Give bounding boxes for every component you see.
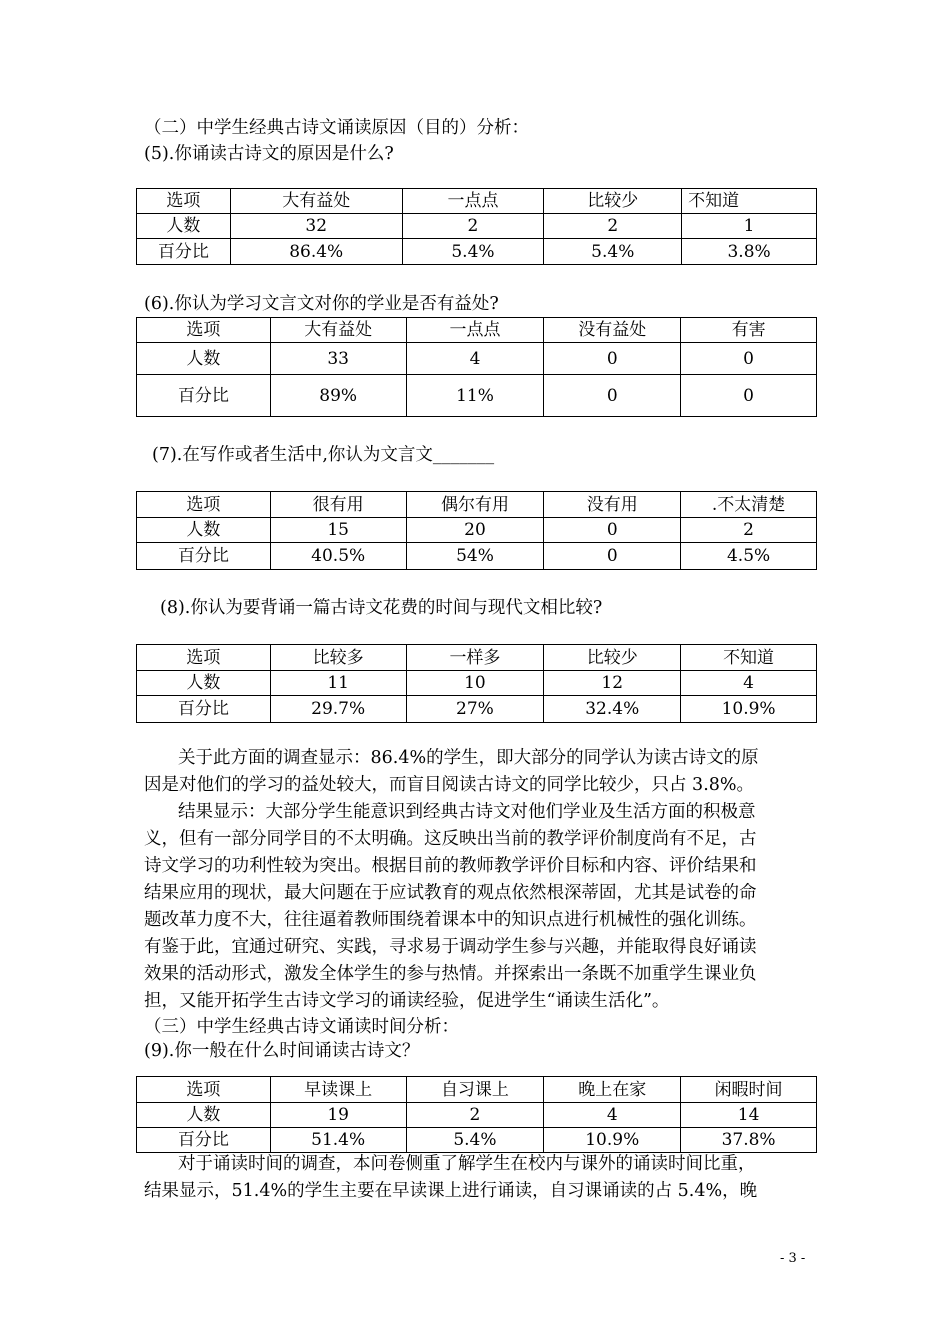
table-cell: 人数 <box>137 671 271 696</box>
paragraph-line: 因是对他们的学习的益处较大，而盲目阅读古诗文的同学比较少，只占 3.8%。 <box>144 775 755 795</box>
table-cell: 2 <box>544 214 682 239</box>
table-cell: 10.9% <box>681 696 817 723</box>
table-cell: 32.4% <box>544 696 681 723</box>
table-cell: 很有用 <box>270 492 406 518</box>
paragraph-line: 效果的活动形式，激发全体学生的参与热情。并探索出一条既不加重学生课业负 <box>144 964 757 984</box>
table-cell: 33 <box>270 343 406 375</box>
table-cell: 11 <box>270 671 406 696</box>
table-cell: 4 <box>681 671 817 696</box>
table-row <box>137 1128 817 1153</box>
table-cell: 比较少 <box>544 645 681 671</box>
table-cell: 5.4% <box>402 239 544 265</box>
table-row <box>137 375 817 417</box>
table-cell: 4 <box>544 1103 681 1128</box>
table-cell: 3.8% <box>682 239 817 265</box>
question-6: (6).你认为学习文言文对你的学业是否有益处? <box>144 294 499 314</box>
q8-table <box>136 644 817 723</box>
table-cell: 12 <box>544 671 681 696</box>
paragraph-line: 结果应用的现状，最大问题在于应试教育的观点依然根深蒂固，尤其是试卷的命 <box>144 883 757 903</box>
table-header-row <box>137 492 817 518</box>
table-cell: 0 <box>544 343 681 375</box>
table-cell: 11% <box>406 375 544 417</box>
table-cell: 有害 <box>681 318 817 343</box>
table-cell: 54% <box>406 543 544 570</box>
table-cell: 14 <box>681 1103 817 1128</box>
q9-table <box>136 1076 817 1153</box>
table-cell: 没有用 <box>544 492 681 518</box>
table-cell: 4.5% <box>681 543 817 570</box>
paragraph-line: 结果显示，51.4%的学生主要在早读课上进行诵读，自习课诵读的占 5.4%，晚 <box>144 1181 758 1201</box>
table-cell: 选项 <box>137 318 271 343</box>
table-header-row <box>137 645 817 671</box>
table-cell: 51.4% <box>270 1128 406 1153</box>
table-cell: 偶尔有用 <box>406 492 544 518</box>
table-row <box>137 343 817 375</box>
table-cell: 一点点 <box>402 189 544 214</box>
table-cell: 人数 <box>137 518 271 543</box>
paragraph-line: 关于此方面的调查显示：86.4%的学生，即大部分的同学认为读古诗文的原 <box>178 748 759 768</box>
question-8: (8).你认为要背诵一篇古诗文花费的时间与现代文相比较? <box>160 598 603 618</box>
table-cell: 百分比 <box>137 543 271 570</box>
table-cell: 百分比 <box>137 696 271 723</box>
table-cell: 86.4% <box>230 239 402 265</box>
table-cell: 27% <box>406 696 544 723</box>
page-number: - 3 - <box>780 1251 806 1266</box>
table-cell: 人数 <box>137 1103 271 1128</box>
table-cell: 晚上在家 <box>544 1077 681 1103</box>
table-cell: 89% <box>270 375 406 417</box>
table-cell: 百分比 <box>137 375 271 417</box>
table-cell: 32 <box>230 214 402 239</box>
table-cell: 29.7% <box>270 696 406 723</box>
table-cell: 百分比 <box>137 1128 271 1153</box>
paragraph-line: 担，又能开拓学生古诗文学习的诵读经验，促进学生“诵读生活化”。 <box>144 991 670 1011</box>
q6-table <box>136 317 817 417</box>
table-cell: 百分比 <box>137 239 231 265</box>
q5-table <box>136 188 817 265</box>
table-cell: .不太清楚 <box>681 492 817 518</box>
table-cell: 自习课上 <box>406 1077 544 1103</box>
question-7: (7).在写作或者生活中,你认为文言文_______ <box>152 445 495 465</box>
table-cell: 1 <box>682 214 817 239</box>
table-cell: 2 <box>402 214 544 239</box>
table-cell: 0 <box>681 343 817 375</box>
table-row <box>137 214 817 239</box>
table-row <box>137 671 817 696</box>
table-cell: 选项 <box>137 492 271 518</box>
table-cell: 早读课上 <box>270 1077 406 1103</box>
table-cell: 10 <box>406 671 544 696</box>
paragraph-line: 结果显示：大部分学生能意识到经典古诗文对他们学业及生活方面的积极意 <box>178 802 756 822</box>
q7-table <box>136 491 817 570</box>
table-cell: 0 <box>544 518 681 543</box>
table-header-row <box>137 318 817 343</box>
table-cell: 15 <box>270 518 406 543</box>
table-cell: 比较少 <box>544 189 682 214</box>
table-cell: 人数 <box>137 343 271 375</box>
table-cell: 0 <box>544 543 681 570</box>
table-cell: 0 <box>544 375 681 417</box>
table-cell: 没有益处 <box>544 318 681 343</box>
table-cell: 20 <box>406 518 544 543</box>
table-cell: 一样多 <box>406 645 544 671</box>
table-cell: 选项 <box>137 645 271 671</box>
table-header-row <box>137 1077 817 1103</box>
section-heading: （二）中学生经典古诗文诵读原因（目的）分析： <box>144 118 529 138</box>
table-cell: 37.8% <box>681 1128 817 1153</box>
table-cell: 40.5% <box>270 543 406 570</box>
table-row <box>137 518 817 543</box>
section-heading: （三）中学生经典古诗文诵读时间分析： <box>144 1017 459 1037</box>
table-cell: 大有益处 <box>270 318 406 343</box>
table-cell: 选项 <box>137 189 231 214</box>
table-row <box>137 543 817 570</box>
question-5: (5).你诵读古诗文的原因是什么? <box>144 144 394 164</box>
paragraph-line: 题改革力度不大，往往逼着教师围绕着课本中的知识点进行机械性的强化训练。 <box>144 910 757 930</box>
table-cell: 不知道 <box>682 189 817 214</box>
table-cell: 2 <box>406 1103 544 1128</box>
table-cell: 19 <box>270 1103 406 1128</box>
table-row <box>137 696 817 723</box>
question-9: (9).你一般在什么时间诵读古诗文？ <box>144 1041 420 1061</box>
table-row <box>137 1103 817 1128</box>
table-cell: 比较多 <box>270 645 406 671</box>
table-cell: 10.9% <box>544 1128 681 1153</box>
table-cell: 选项 <box>137 1077 271 1103</box>
table-cell: 2 <box>681 518 817 543</box>
table-header-row <box>137 189 817 214</box>
table-cell: 一点点 <box>406 318 544 343</box>
table-cell: 5.4% <box>544 239 682 265</box>
paragraph-line: 诗文学习的功利性较为突出。根据目前的教师教学评价目标和内容、评价结果和 <box>144 856 757 876</box>
table-cell: 5.4% <box>406 1128 544 1153</box>
table-cell: 人数 <box>137 214 231 239</box>
paragraph-line: 有鉴于此，宜通过研究、实践，寻求易于调动学生参与兴趣，并能取得良好诵读 <box>144 937 757 957</box>
table-cell: 4 <box>406 343 544 375</box>
paragraph-line: 义，但有一部分同学目的不太明确。这反映出当前的教学评价制度尚有不足，古 <box>144 829 757 849</box>
paragraph-line: 对于诵读时间的调查，本问卷侧重了解学生在校内与课外的诵读时间比重， <box>178 1154 756 1174</box>
table-cell: 不知道 <box>681 645 817 671</box>
table-cell: 大有益处 <box>230 189 402 214</box>
table-cell: 0 <box>681 375 817 417</box>
table-row <box>137 239 817 265</box>
table-cell: 闲暇时间 <box>681 1077 817 1103</box>
